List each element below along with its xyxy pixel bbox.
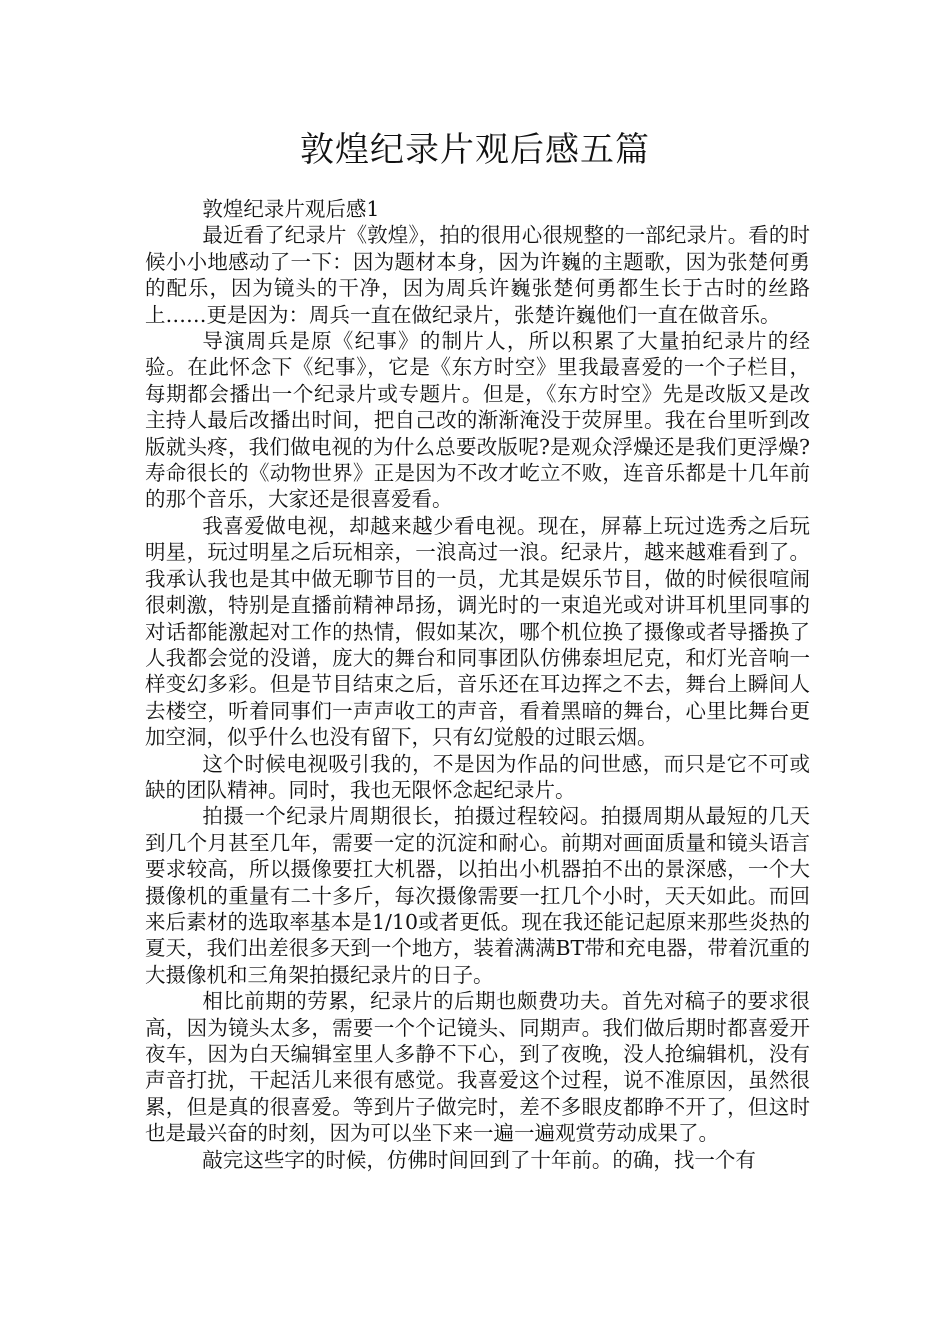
paragraph: 拍摄一个纪录片周期很长，拍摄过程较闷。拍摄周期从最短的几天到几个月甚至几年，需要一定的沉淀和耐心。前期对画面质量和镜头语言要求较高，所以摄像要扛大机器，以拍出小机器拍不出的景深感，一个大摄像机的重量有二十多斤，每次摄像需要一扛几个小时，天天如此。而回来后素材的选取率基本是1/10或者更低。现在我还能记起原来那些炎热的夏天，我们出差很多天到一个地方，装着满满BT带和充电器，带着沉重的大摄像机和三角架拍摄纪录片的日子。: [145, 804, 810, 987]
document-title: 敦煌纪录片观后感五篇: [300, 130, 650, 170]
paragraph: 这个时候电视吸引我的，不是因为作品的问世感，而只是它不可或缺的团队精神。同时，我也无限怀念起纪录片。: [145, 751, 810, 802]
paragraph: 导演周兵是原《纪事》的制片人，所以积累了大量拍纪录片的经验。在此怀念下《纪事》，它是《东方时空》里我最喜爱的一个子栏目，每期都会播出一个纪录片或专题片。但是，《东方时空》先是改版又是改主持人最后改播出时间，把自己改的渐渐淹没于荧屏里。我在台里听到改版就头疼，我们做电视的为什么总要改版呢?是观众浮燥还是我们更浮燥?寿命很长的《动物世界》正是因为不改才屹立不败，连音乐都是十几年前的那个音乐，大家还是很喜爱看。: [145, 329, 810, 512]
paragraph: 相比前期的劳累，纪录片的后期也颇费功夫。首先对稿子的要求很高，因为镜头太多，需要一个个记镜头、同期声。我们做后期时都喜爱开夜车，因为白天编辑室里人多静不下心，到了夜晚，没人抢编辑机，没有声音打扰，干起活儿来很有感觉。我喜爱这个过程，说不准原因，虽然很累，但是真的很喜爱。等到片子做完时，差不多眼皮都睁不开了，但这时也是最兴奋的时刻，因为可以坐下来一遍一遍观赏劳动成果了。: [145, 989, 810, 1146]
paragraph: 敲完这些字的时候，仿佛时间回到了十年前。的确，找一个有: [202, 1147, 756, 1172]
paragraph: 我喜爱做电视，却越来越少看电视。现在，屏幕上玩过选秀之后玩明星，玩过明星之后玩相亲，一浪高过一浪。纪录片，越来越难看到了。我承认我也是其中做无聊节目的一员，尤其是娱乐节目，做的时候很喧闹很刺激，特别是直播前精神昂扬，调光时的一束追光或对讲耳机里同事的对话都能激起对工作的热情，假如某次，哪个机位换了摄像或者导播换了人我都会觉的没谱，庞大的舞台和同事团队仿佛泰坦尼克，和灯光音响一样变幻多彩。但是节目结束之后，音乐还在耳边挥之不去，舞台上瞬间人去楼空，听着同事们一声声收工的声音，看着黑暗的舞台，心里比舞台更加空洞，似乎什么也没有留下，只有幻觉般的过眼云烟。: [145, 513, 810, 750]
paragraph: 最近看了纪录片《敦煌》，拍的很用心很规整的一部纪录片。看的时候小小地感动了一下：因为题材本身，因为许巍的主题歌，因为张楚何勇的配乐，因为镜头的干净，因为周兵许巍张楚何勇都生长于古时的丝路上……更是因为：周兵一直在做纪录片，张楚许巍他们一直在做音乐。: [145, 223, 810, 327]
document-body: [145, 196, 810, 1173]
section-heading: 敦煌纪录片观后感1: [202, 197, 380, 221]
